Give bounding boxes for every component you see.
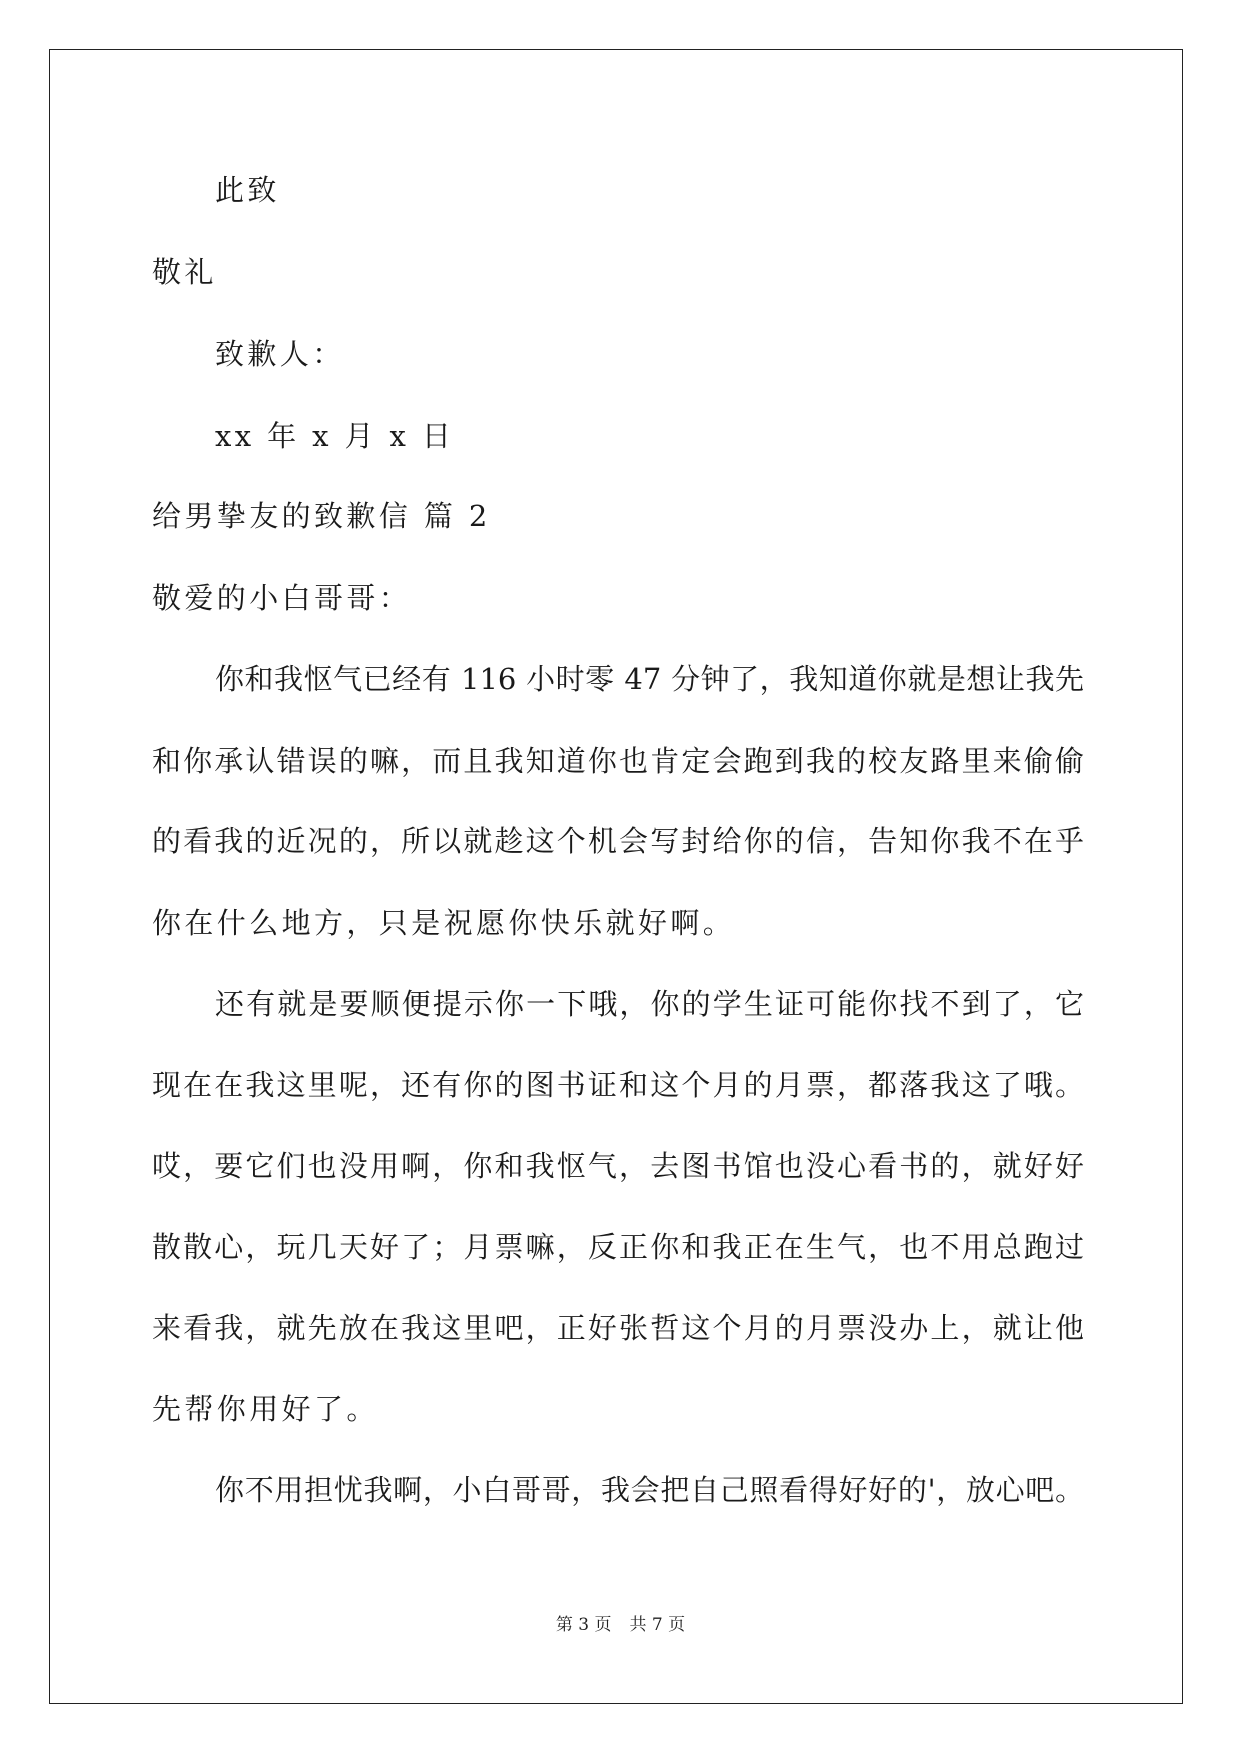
- paragraph-line: 还有就是要顺便提示你一下哦，你的学生证可能你找不到了，它: [215, 987, 1084, 1021]
- paragraph-line: 你不用担忧我啊，小白哥哥，我会把自己照看得好好的'，放心吧。: [215, 1473, 1084, 1507]
- signature-label: 致歉人：: [215, 337, 345, 371]
- page-border: [49, 49, 1183, 1704]
- page-number: 第 3 页: [555, 1615, 612, 1635]
- paragraph-line: 和你承认错误的嘛，而且我知道你也肯定会跑到我的校友路里来偷偷: [152, 744, 1084, 778]
- paragraph-line: 你在什么地方，只是祝愿你快乐就好啊。: [152, 906, 736, 940]
- closing-line: 此致: [215, 173, 280, 207]
- section-heading: 给男挚友的致歉信 篇 2: [152, 499, 491, 533]
- paragraph-line: 现在在我这里呢，还有你的图书证和这个月的月票，都落我这了哦。: [152, 1068, 1084, 1102]
- letter-greeting: 敬爱的小白哥哥：: [152, 581, 412, 615]
- paragraph-line: 你和我怄气已经有 116 小时零 47 分钟了，我知道你就是想让我先: [215, 662, 1084, 696]
- paragraph-line: 先帮你用好了。: [152, 1392, 379, 1426]
- page-total: 共 7 页: [629, 1615, 686, 1635]
- paragraph-line: 散散心，玩几天好了；月票嘛，反正你和我正在生气，也不用总跑过: [152, 1230, 1084, 1264]
- page-footer: [0, 1614, 1241, 1636]
- salutation-line: 敬礼: [152, 255, 217, 289]
- paragraph-line: 来看我，就先放在我这里吧，正好张哲这个月的月票没办上，就让他: [152, 1311, 1084, 1345]
- paragraph-line: 哎，要它们也没用啊，你和我怄气，去图书馆也没心看书的，就好好: [152, 1149, 1084, 1183]
- date-line: xx 年 x 月 x 日: [215, 419, 455, 453]
- paragraph-line: 的看我的近况的，所以就趁这个机会写封给你的信，告知你我不在乎: [152, 824, 1084, 858]
